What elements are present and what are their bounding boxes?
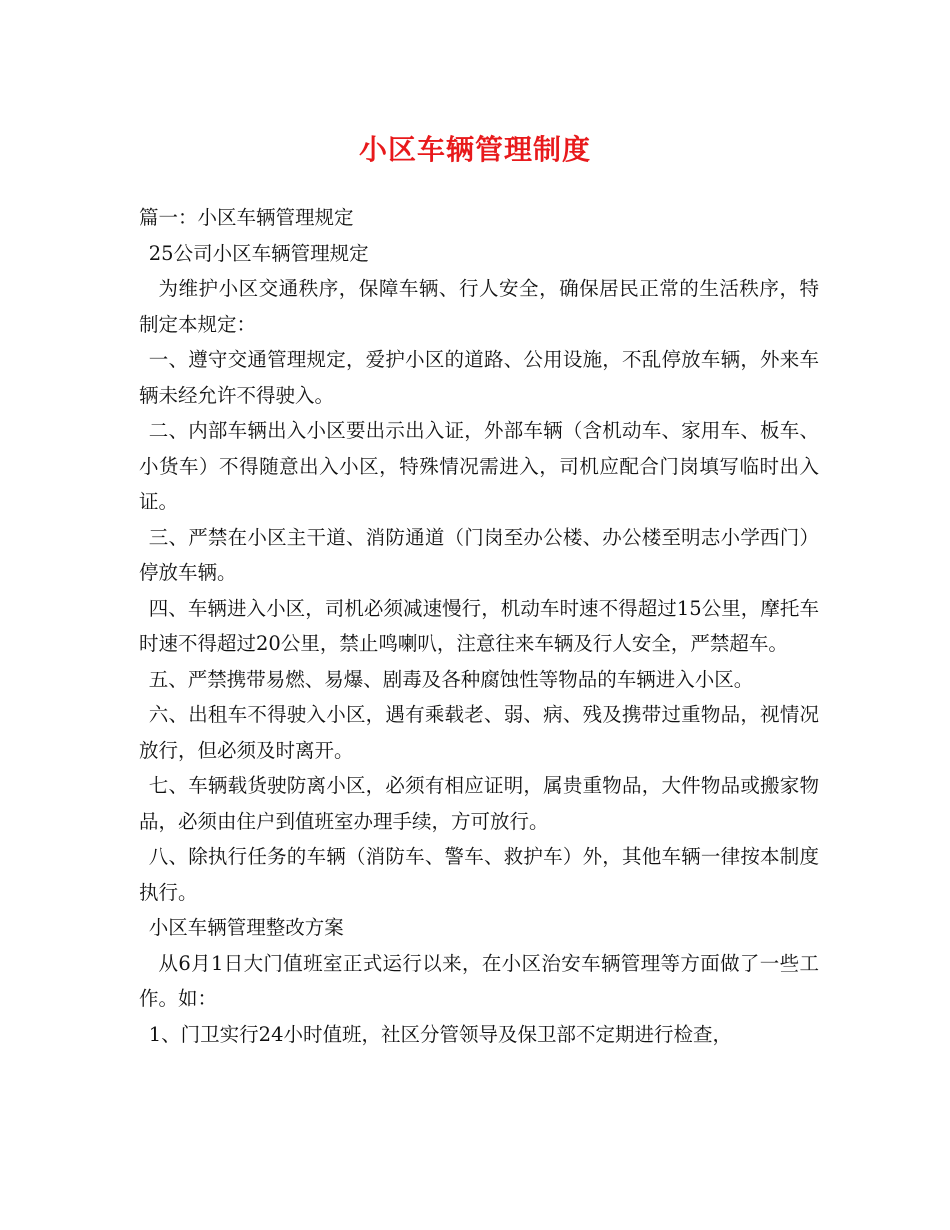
rule-item: 三、严禁在小区主干道、消防通道（门岗至办公楼、办公楼至明志小学西门）停放车辆。	[139, 525, 819, 584]
rule-item: 六、出租车不得驶入小区，遇有乘载老、弱、病、残及携带过重物品，视情况放行，但必须及时离开。	[139, 703, 819, 762]
rule-item: 七、车辆载货驶防离小区，必须有相应证明，属贵重物品，大件物品或搬家物品，必须由住户到值班室办理手续，方可放行。	[139, 774, 819, 833]
rule-item: 四、车辆进入小区，司机必须减速慢行，机动车时速不得超过15公里，摩托车时速不得超过20公里，禁止鸣喇叭，注意往来车辆及行人安全，严禁超车。	[139, 596, 819, 655]
list-item: 1、门卫实行24小时值班，社区分管领导及保卫部不定期进行检查，	[148, 1022, 732, 1046]
body-paragraph: 从6月1日大门值班室正式运行以来，在小区治安车辆管理等方面做了一些工作。如：	[139, 951, 819, 1010]
sub-heading: 小区车辆管理整改方案	[148, 916, 344, 939]
intro-paragraph: 为维护小区交通秩序，保障车辆、行人安全，确保居民正常的生活秩序，特制定本规定：	[139, 277, 819, 336]
rule-item: 五、严禁携带易燃、易爆、剧毒及各种腐蚀性等物品的车辆进入小区。	[148, 667, 754, 691]
document-title: 小区车辆管理制度	[358, 133, 591, 166]
document-body	[139, 200, 819, 1052]
section-heading: 篇一：小区车辆管理规定	[139, 206, 354, 229]
sub-heading: 25公司小区车辆管理规定	[148, 241, 369, 265]
rule-item: 一、遵守交通管理规定，爱护小区的道路、公用设施，不乱停放车辆，外来车辆未经允许不得驶入。	[139, 348, 819, 407]
rule-item: 二、内部车辆出入小区要出示出入证，外部车辆（含机动车、家用车、板车、小货车）不得随意出入小区，特殊情况需进入，司机应配合门岗填写临时出入证。	[139, 419, 819, 513]
rule-item: 八、除执行任务的车辆（消防车、警车、救护车）外，其他车辆一律按本制度执行。	[139, 845, 819, 904]
